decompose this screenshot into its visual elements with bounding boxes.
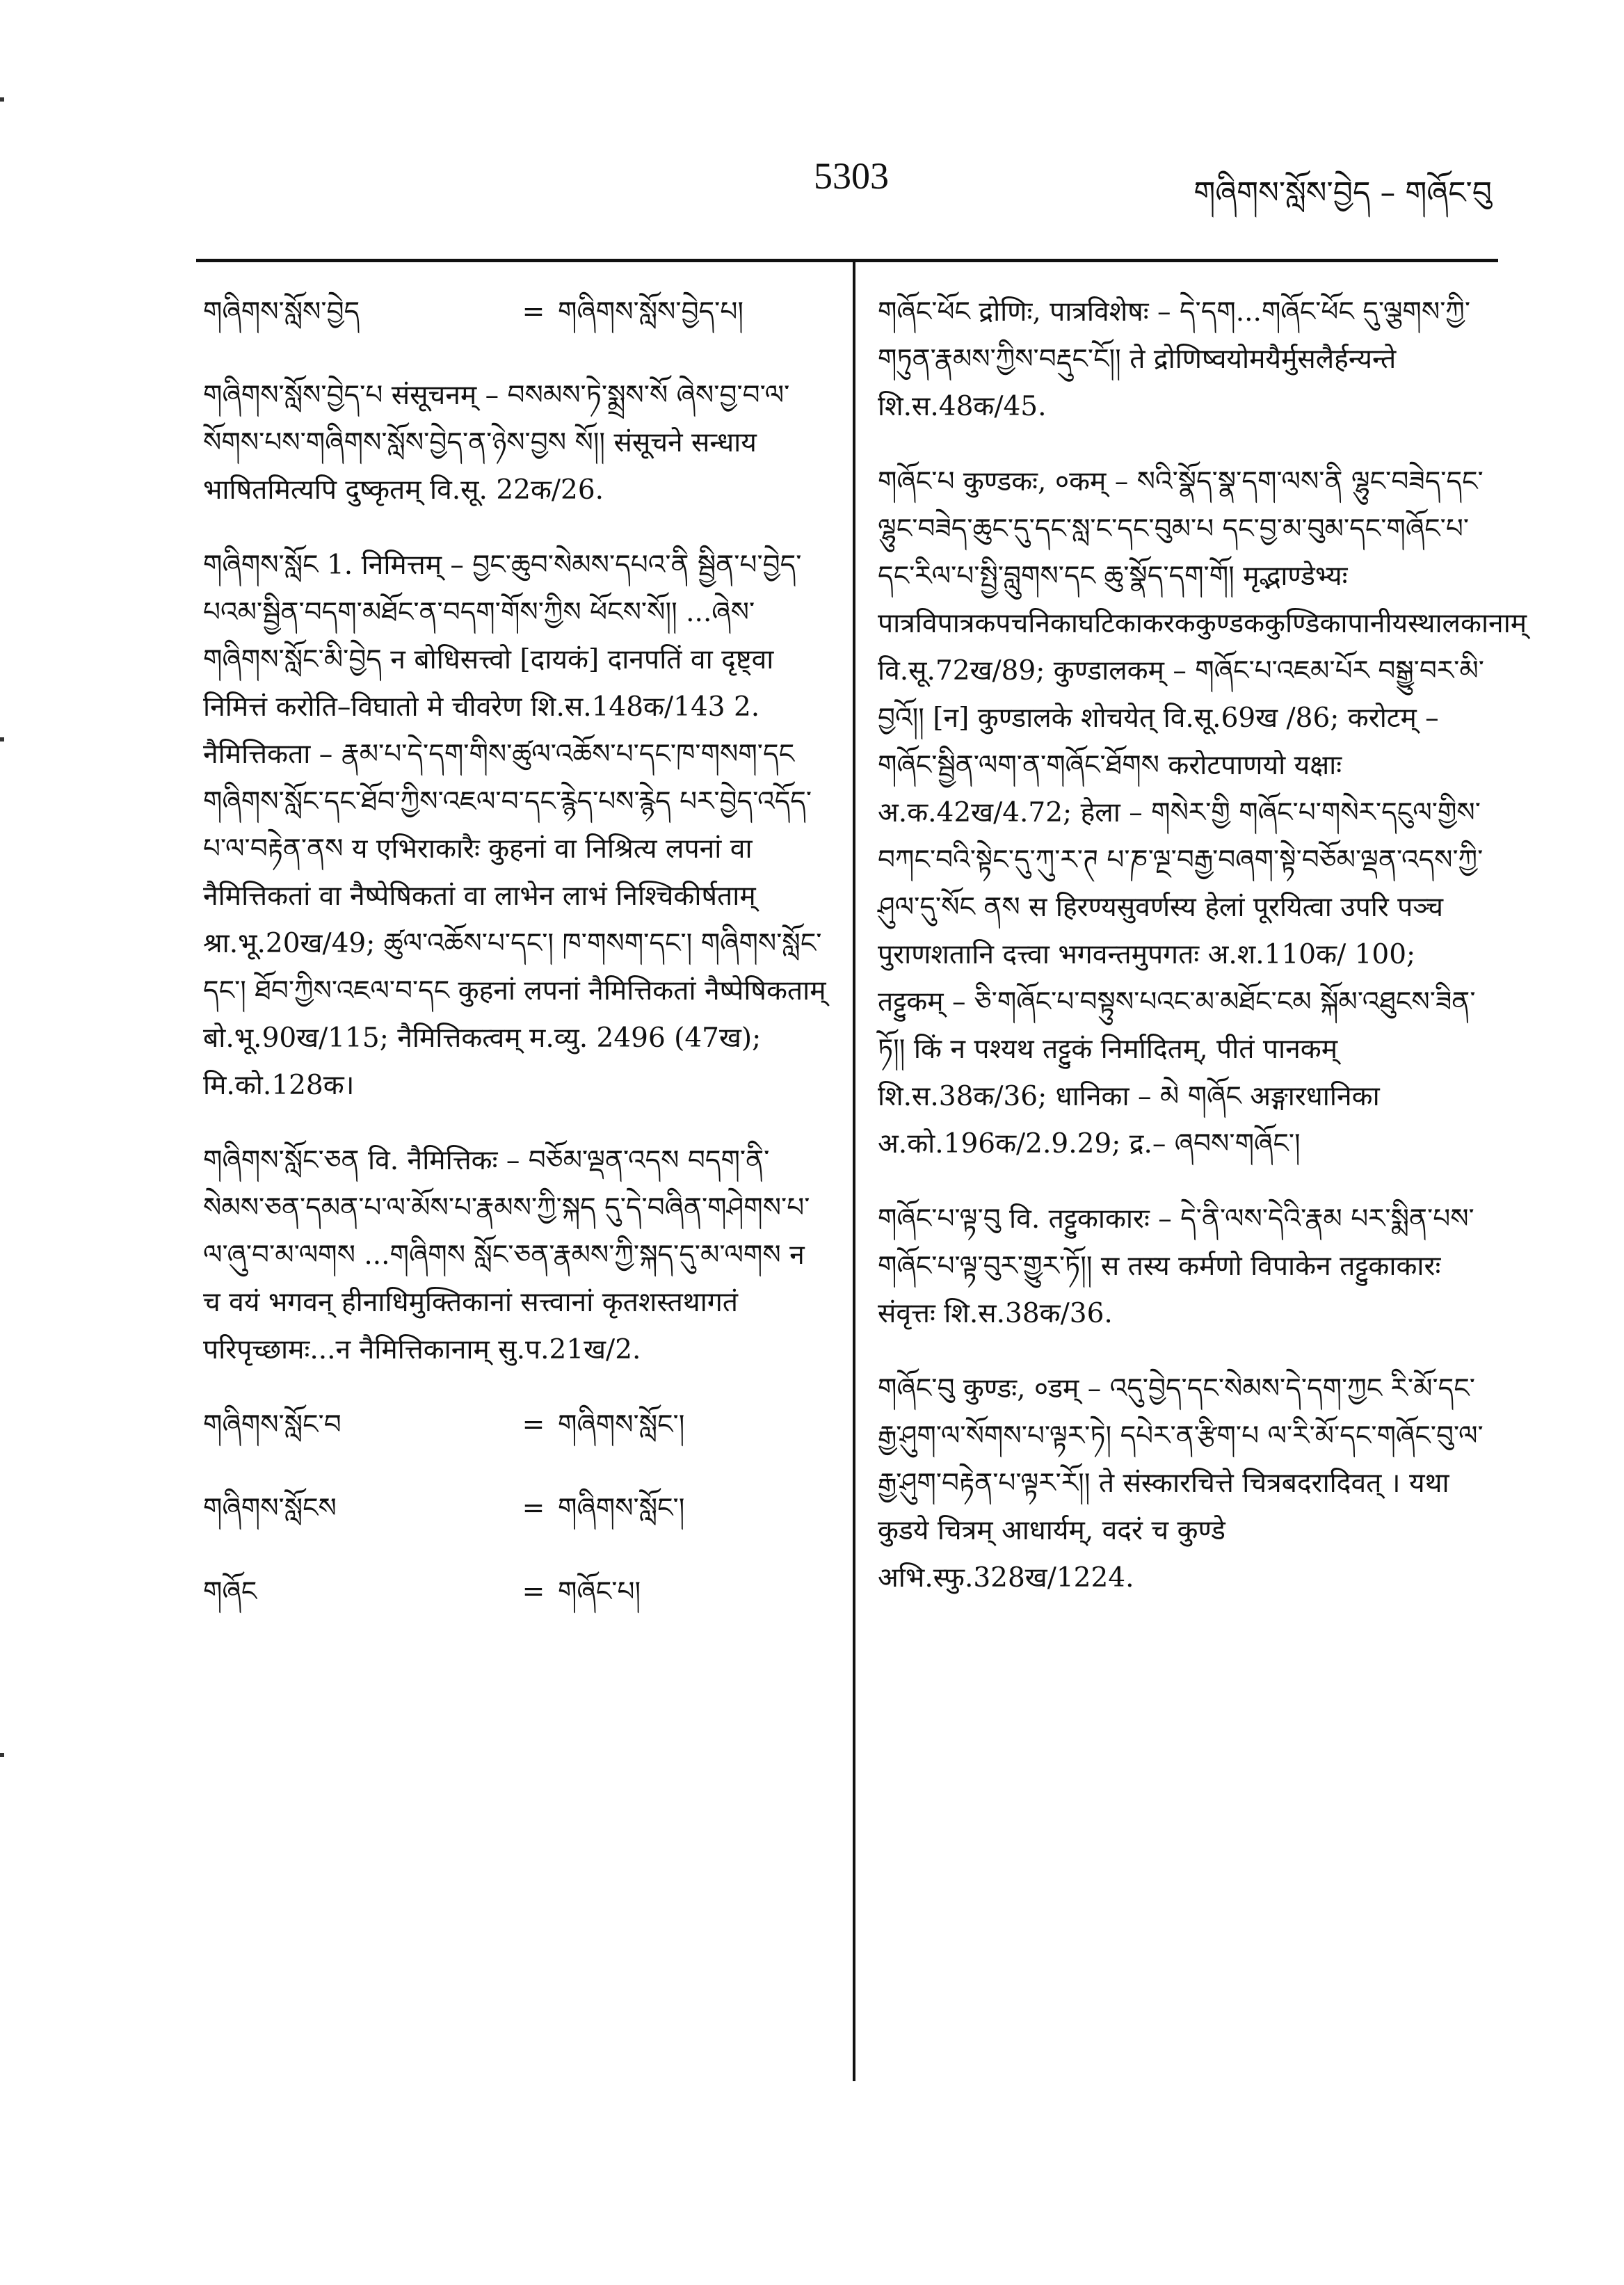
cross-reference-entry <box>203 1569 829 1616</box>
entry-definition: कुण्डकः, ०कम् – སའི་སྣོད་སྣ་དག་ལས་ནི ལྷུང་བཟེད་དང་ལྷུང་བཟེད་ཆུང་དུ་དང་སླ་ང་དང་བུམ་པ དང་བྱ་མ་བུམ་དང་གཞོང་པ་དང་རིལ་པ་སྤྱི་བླུགས་དང ཆུ་སྣོད་དག་གོ། मृद्भाण्डेभ्यः पात्रविपात्रकपचनिकाघटिकाकरककुण्डककुण्डिकापानीयस्थालकानाम् वि.सू.72ख/89; कुण्डालकम् – གཞོང་པ་འཇམ་པོར བསྒྱུ་བར་མི་བྱའོ།། [न] कुण्डालके शोचयेत् वि.सू.69ख /86; करोटम् – གཞོང་སྦྱིན་ལག་ན་གཞོང་ཐོགས करोटपाणयो यक्षाः अ.क.42ख/4.72; हेला – གསེར་གྱི གཞོང་པ་གསེར་དངུལ་གྱིས་བཀང་བའི་སྟེང་དུ་ཀུ་ར་ཊ པ་ཎ་ལྔ་བརྒྱ་བཞག་སྟེ་བཅོམ་ལྡན་འདས་ཀྱི་ཤུལ་དུ་སོང ནས स हिरण्यसुवर्णस्य हेलां पूरयित्वा उपरि पञ्च पुराणशतानि दत्त्वा भगवन्तमुपगतः अ.श.110क/ 100; तट्टुकम् – ཅི་གཞོང་པ་བསྟུས་པའང་མ་མཐོང་ངམ སྐོམ་འཐུངས་ཟིན་ཏོ།། किं न पश्यथ तट्टुकं निर्मादितम्, पीतं पानकम् शि.स.38क/36; धानिका – མེ གཞོང अङ्गारधानिका अ.को.196क/2.9.29; द्र.– ཞབས་གཞོང་། <box>878 466 1527 1160</box>
headword: གཞོང་པ <box>878 466 955 497</box>
headword: གཞོང་ཕོང <box>878 296 970 328</box>
headword: གཞིགས་སློས་བྱེད <box>203 296 360 328</box>
entry-definition: संसूचनम् – བསམས་ཏེ་སྨྲས་སོ ཞེས་བྱ་བ་ལ་སོགས་པས་གཞིགས་སློས་བྱེད་ན་ཉེས་བྱས སོ།། संसूचने सन्धाय भाषितमित्यपि दुष्कृतम् वि.सू. 22क/26. <box>203 380 790 506</box>
equals-sign: = <box>522 1493 545 1524</box>
header-rule <box>196 259 1498 262</box>
headword: གཞིགས་སློང་བ <box>203 1409 341 1441</box>
equals-sign: = <box>522 296 545 328</box>
cross-reference-target: གཞིགས་སློས་བྱེད་པ། <box>558 296 743 328</box>
headword: གཞིགས་སློས་བྱེད་པ <box>203 380 383 411</box>
headword: གཞིགས་སློང <box>203 550 319 581</box>
dictionary-entry <box>878 1365 1490 1602</box>
dictionary-entry <box>203 1137 829 1374</box>
dictionary-entry <box>203 542 829 1109</box>
headword: གཞོང <box>203 1576 257 1607</box>
column-divider <box>853 259 855 2081</box>
running-head: གཞིགས་སློས་བྱེད – གཞོང་བུ <box>1193 175 1492 211</box>
dictionary-entry <box>878 289 1490 431</box>
cross-reference-target: གཞིགས་སློང་། <box>558 1409 685 1441</box>
dictionary-entry <box>203 372 829 514</box>
cross-reference-entry <box>203 289 829 336</box>
left-column <box>203 289 829 1652</box>
equals-sign: = <box>522 1409 545 1441</box>
entry-definition: कुण्डः, ०डम् – འདུ་བྱེད་དང་སེམས་དེ་དག་ཀྱང རི་མོ་དང་རྒྱ་ཤུག་ལ་སོགས་པ་ལྟར་ཏེ། དཔེར་ན་རྩིག་པ ལ་རི་མོ་དང་གཞོང་བུ་ལ་རྒྱ་ཤུག་བརྟེན་པ་ལྟར་རོ།། ते संस्कारचित्ते चित्रबदरादिवत् । यथा कुडये चित्रम् आधार्यम्, वदरं च कुण्डे अभि.स्फु.328ख/1224. <box>878 1373 1484 1594</box>
entry-definition: द्रोणिः, पात्रविशेषः – དེ་དག...གཞོང་ཕོང དུ་ལྕགས་ཀྱི་གཏུན་རྣམས་ཀྱིས་བརྡུང་ངོ།། ते द्रोणिष्वयोमयैर्मुसलैर्हन्यन्ते शि.स.48क/45. <box>878 296 1471 422</box>
entry-definition: 1. निमित्तम् – བྱང་ཆུབ་སེམས་དཔའ་ནི སྦྱིན་པ་བྱེད་པའམ་སྦྱིན་བདག་མཐོང་ན་བདག་གོས་ཀྱིས ཕོངས་སོ།། ...ཞེས་གཞིགས་སློང་མི་བྱེད न बोधिसत्त्वो [दायकं] दानपतिं वा दृष्ट्वा निमित्तं करोति–विघातो मे चीवरेण शि.स.148क/143 2. नैमित्तिकता – རྣམ་པ་དེ་དག་གིས་ཚུལ་འཆོས་པ་དང་ཁ་གསག་དང གཞིགས་སློང་དང་ཐོབ་ཀྱིས་འཇལ་བ་དང་རྙེད་པས་རྙེད པར་བྱེད་འདོད་པ་ལ་བརྟེན་ནས य एभिराकारैः कुहनां वा निश्रित्य लपनां वा नैमित्तिकतां वा नैष्पेषिकतां वा लाभेन लाभं निश्चिकीर्षताम् श्रा.भू.20ख/49; ཚུལ་འཆོས་པ་དང་། ཁ་གསག་དང་། གཞིགས་སློང་དང་། ཐོབ་ཀྱིས་འཇལ་བ་དང कुहनां लपनां नैमित्तिकतां नैष्पेषिकताम् बो.भू.90ख/115; नैमित्तिकत्वम् म.व्यु. 2496 (47ख); मि.को.128क। <box>203 550 826 1101</box>
cross-reference-target: གཞོང་པ། <box>558 1576 641 1607</box>
cross-reference-entry <box>203 1485 829 1532</box>
equals-sign: = <box>522 1576 545 1607</box>
entry-definition: वि. नैमित्तिकः – བཅོམ་ལྡན་འདས བདག་ནི་སེམས་ཅན་དམན་པ་ལ་མོས་པ་རྣམས་ཀྱི་སྐད དུ་དེ་བཞིན་གཤེགས་པ་ལ་ཞུ་བ་མ་ལགས ...གཞིགས སློང་ཅན་རྣམས་ཀྱི་སྐད་དུ་མ་ལགས न च वयं भगवन् हीनाधिमुक्तिकानां सत्त्वानां कृतशस्तथागतं परिपृच्छामः...न नैमित्तिकानाम् सु.प.21ख/2. <box>203 1145 810 1365</box>
headword: གཞིགས་སློངས <box>203 1493 337 1524</box>
entry-definition: वि. तट्टुकाकारः – དེ་ནི་ལས་དེའི་རྣམ པར་སྨིན་པས་གཞོང་པ་ལྟ་བུར་གྱུར་ཏོ།། स तस्य कर्मणो विपाकेन तट्टुकाकारः संवृत्तः शि.स.38क/36. <box>878 1203 1474 1329</box>
dictionary-entry <box>878 1196 1490 1338</box>
headword: གཞིགས་སློང་ཅན <box>203 1145 360 1176</box>
page-number: 5303 <box>814 155 889 197</box>
dictionary-entry <box>878 458 1527 1168</box>
cross-reference-entry <box>203 1402 829 1449</box>
headword: གཞོང་བུ <box>878 1373 955 1404</box>
right-column <box>878 289 1527 1630</box>
cross-reference-target: གཞིགས་སློང་། <box>558 1493 685 1524</box>
headword: གཞོང་པ་ལྟ་བུ <box>878 1203 1001 1235</box>
